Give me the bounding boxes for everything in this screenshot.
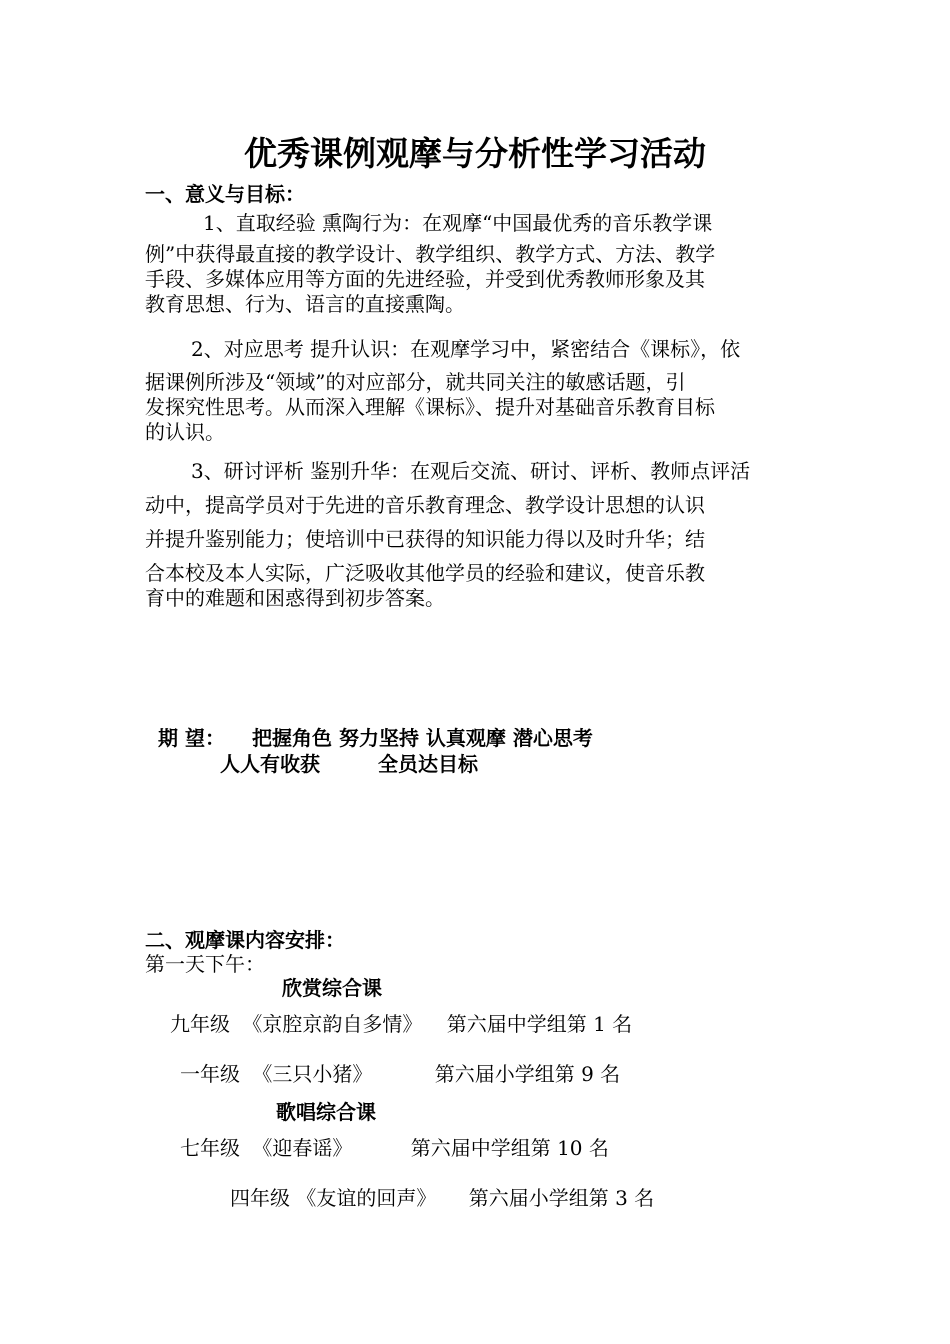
expectation-label: 期 望： (158, 726, 225, 750)
expectation-line-1: 把握角色 努力坚持 认真观摩 潜心思考 (252, 726, 593, 750)
paragraph-3-line: 动中，提高学员对于先进的音乐教育理念、教学设计思想的认识 (145, 493, 705, 517)
lesson-award: 第六届中学组第 1 名 (446, 1012, 633, 1036)
lesson-grade: 九年级 (170, 1012, 230, 1036)
paragraph-2-line: 发探究性思考。从而深入理解《课标》、提升对基础音乐教育目标 (145, 395, 715, 419)
paragraph-1-line: 例”中获得最直接的教学设计、教学组织、教学方式、方法、教学 (145, 242, 716, 266)
lesson-award: 第六届小学组第 9 名 (434, 1062, 621, 1086)
paragraph-1 (145, 208, 807, 320)
paragraph-3 (145, 456, 807, 614)
lesson-title: 《京腔京韵自多情》 (242, 1012, 423, 1036)
expectation-line-2b: 全员达目标 (378, 752, 478, 776)
paragraph-2-line: 据课例所涉及“领域”的对应部分，就共同关注的敏感话题，引 (145, 370, 686, 394)
lesson-title: 《三只小猪》 (252, 1062, 373, 1086)
paragraph-3-line: 育中的难题和困惑得到初步答案。 (145, 586, 445, 610)
paragraph-2 (145, 334, 807, 448)
lesson-title: 《迎春谣》 (252, 1136, 353, 1160)
section-2-heading: 二、观摩课内容安排： (145, 928, 345, 952)
expectation-line-2a: 人人有收获 (220, 752, 320, 776)
paragraph-1-line: 手段、多媒体应用等方面的先进经验，并受到优秀教师形象及其 (145, 267, 705, 291)
paragraph-3-line: 3、研讨评析 鉴别升华：在观后交流、研讨、评析、教师点评活 (191, 459, 751, 483)
lesson-item (180, 1058, 620, 1087)
paragraph-2-line: 2、对应思考 提升认识：在观摩学习中，紧密结合《课标》，依 (191, 337, 741, 361)
paragraph-3-line: 并提升鉴别能力；使培训中已获得的知识能力得以及时升华；结 (145, 527, 705, 551)
lesson-title: 《友谊的回声》 (296, 1186, 437, 1210)
lesson-grade: 一年级 (180, 1062, 240, 1086)
page-title: 优秀课例观摩与分析性学习活动 (244, 134, 706, 173)
paragraph-1-line: 教育思想、行为、语言的直接熏陶。 (145, 292, 465, 316)
lesson-item (230, 1182, 654, 1211)
lesson-grade: 七年级 (180, 1136, 240, 1160)
section-1-heading: 一、意义与目标： (145, 182, 305, 206)
lesson-grade: 四年级 (230, 1186, 290, 1210)
lesson-item (170, 1008, 632, 1037)
group-2-title: 歌唱综合课 (276, 1100, 376, 1124)
day-label: 第一天下午： (145, 952, 265, 976)
paragraph-2-line: 的认识。 (145, 420, 225, 444)
paragraph-3-line: 合本校及本人实际，广泛吸收其他学员的经验和建议，使音乐教 (145, 561, 705, 585)
paragraph-1-line: 1、直取经验 熏陶行为：在观摩“中国最优秀的音乐教学课 (203, 211, 713, 235)
lesson-award: 第六届小学组第 3 名 (468, 1186, 655, 1210)
lesson-item (180, 1132, 609, 1161)
group-1-title: 欣赏综合课 (282, 976, 382, 1000)
lesson-award: 第六届中学组第 10 名 (410, 1136, 609, 1160)
